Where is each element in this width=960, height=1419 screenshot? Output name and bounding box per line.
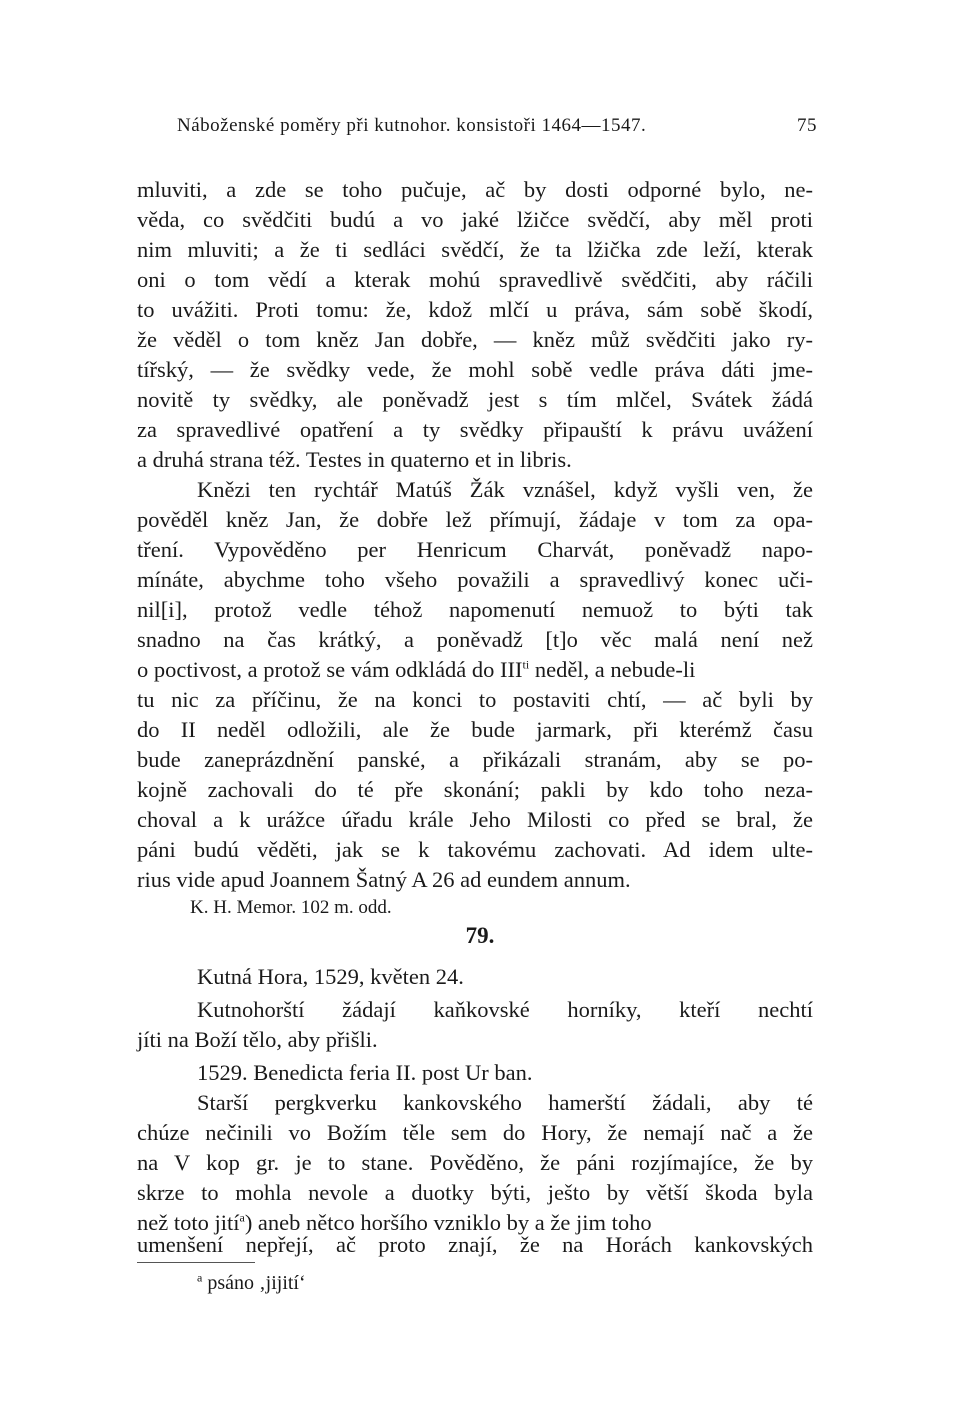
text-line: kojně zachovali do té pře skonání; pakli by kdo toho neza- — [137, 777, 813, 802]
document-place-date: Kutná Hora, 1529, květen 24. — [197, 964, 464, 989]
text-line: páni budú věděti, jak se k takovému zachovati. Ad idem ulte- — [137, 837, 813, 862]
text-line: tření. Vypověděno per Henricum Charvát, poněvadž napo- — [137, 537, 813, 562]
text-segment: než toto jití — [137, 1210, 240, 1235]
document-date-line: 1529. Benedicta feria II. post Ur ban. — [197, 1060, 533, 1085]
text-segment: neděl, a nebude-li — [529, 657, 696, 682]
running-header — [177, 115, 817, 143]
text-line: umenšení nepřejí, ač proto znají, že na Horách kankovských — [137, 1232, 813, 1257]
text-line: oni o tom vědí a kterak mohú spravedlivě svědčiti, aby ráčili — [137, 267, 813, 292]
text-line-with-superscript — [137, 655, 813, 685]
text-line: nil[i], protož vedle téhož napomenutí nemuož to býti tak — [137, 597, 813, 622]
document-summary-line: jíti na Boží tělo, aby přišli. — [137, 1027, 378, 1052]
superscript: ti — [522, 657, 530, 672]
text-line: rius vide apud Joannem Šatný A 26 ad eundem annum. — [137, 867, 631, 892]
text-line: věda, co svědčiti budú a vo jaké lžičce svědčí, aby měl proti — [137, 207, 813, 232]
footnote-text: psáno ‚jijití‘ — [202, 1272, 306, 1294]
footnote-divider — [137, 1262, 255, 1263]
text-line: choval a k urážce úřadu krále Jeho Milosti co před se bral, že — [137, 807, 813, 832]
text-line: skrze to mohla nevole a duotky býti, ješto by větší škoda byla — [137, 1180, 813, 1205]
paragraph-first-line: Knězi ten rychtář Matúš Žák vznášel, když vyšli ven, že — [197, 477, 813, 502]
text-line: nim mluviti; a že ti sedláci svědčí, že ta lžička zde leží, kterak — [137, 237, 813, 262]
text-line: pověděl kněz Jan, že dobře lež přímují, žádaje v tom za opa- — [137, 507, 813, 532]
text-line: novitě ty svědky, ale poněvadž jest s tím mlčel, Svátek žádá — [137, 387, 813, 412]
text-segment: o poctivost, a protož se vám odkládá do III — [137, 657, 523, 682]
text-line: chúze nečinili vo Božím těle sem do Hory, že nemají nač a že — [137, 1120, 813, 1145]
text-line: tu nic za příčinu, že na konci to postaviti chtí, — ač byli by — [137, 687, 813, 712]
source-reference: K. H. Memor. 102 m. odd. — [190, 897, 392, 918]
text-segment: ) aneb nětco horšího vzniklo by a že jim toho — [244, 1210, 652, 1235]
running-title: Náboženské poměry při kutnohor. konsistoři 1464—1547. — [177, 115, 647, 136]
text-line: za spravedlivé opatření a ty svědky připauští k právu uvážení — [137, 417, 813, 442]
footnote-marker: a — [197, 1270, 203, 1285]
page-number: 75 — [797, 115, 817, 136]
text-line: že věděl o tom kněz Jan dobře, — kněz můž svědčiti jako ry- — [137, 327, 813, 352]
text-line: do II neděl odložili, ale že bude jarmark, při kterémž času — [137, 717, 813, 742]
document-number: 79. — [465, 923, 495, 948]
text-line: a druhá strana též. Testes in quaterno et in libris. — [137, 447, 572, 472]
text-line: na V kop gr. je to stane. Pověděno, že páni rozjímajíce, že by — [137, 1150, 813, 1175]
document-summary-line: Kutnohorští žádají kaňkovské horníky, kteří nechtí — [197, 997, 813, 1022]
text-line: bude zaneprázdnění panské, a přikázali stranám, aby se po- — [137, 747, 813, 772]
text-line: mínáte, abychme toho všeho považili a spravedlivý konec uči- — [137, 567, 813, 592]
text-line: mluviti, a zde se toho pučuje, ač by dosti odporné bylo, ne- — [137, 177, 813, 202]
text-line: to uvážiti. Proti tomu: že, kdož mlčí u práva, sám sobě škodí, — [137, 297, 813, 322]
text-line: tířský, — že svědky vede, že mohl sobě vedle práva dáti jme- — [137, 357, 813, 382]
footnote-marker: a — [239, 1210, 245, 1225]
text-line: snadno na čas krátký, a poněvadž [t]o věc malá není než — [137, 627, 813, 652]
footnote — [197, 1270, 306, 1296]
paragraph-first-line: Starší pergkverku kankovského hamerští žádali, aby té — [197, 1090, 813, 1115]
